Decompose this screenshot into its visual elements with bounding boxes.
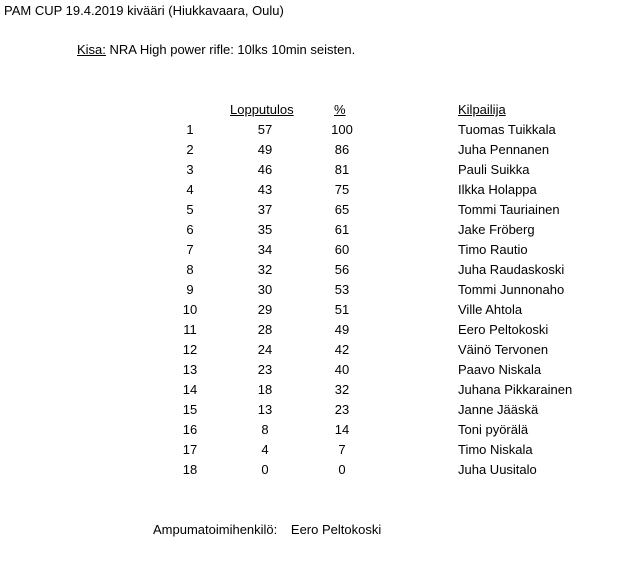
table-row <box>0 342 632 362</box>
rank-cell: 7 <box>186 242 194 257</box>
score-cell: 49 <box>257 142 273 157</box>
score-cell: 13 <box>257 402 273 417</box>
rank-cell: 6 <box>186 222 194 237</box>
table-row <box>0 182 632 202</box>
rank-cell: 13 <box>182 362 198 377</box>
header-score: Lopputulos <box>230 102 294 117</box>
rank-cell: 11 <box>183 322 197 337</box>
table-row <box>0 322 632 342</box>
table-row <box>0 302 632 322</box>
header-competitor: Kilpailija <box>458 102 506 117</box>
score-cell: 24 <box>257 342 273 357</box>
table-row <box>0 222 632 242</box>
competitor-cell: Juhana Pikkarainen <box>458 382 573 397</box>
results-table <box>0 122 632 482</box>
table-row <box>0 442 632 462</box>
table-row <box>0 142 632 162</box>
rank-cell: 5 <box>186 202 194 217</box>
table-row <box>0 122 632 142</box>
range-officer-label: Ampumatoimihenkilö: <box>153 522 278 537</box>
score-cell: 32 <box>257 262 273 277</box>
header-percent: % <box>334 102 346 117</box>
competitor-cell: Toni pyörälä <box>458 422 529 437</box>
percent-cell: 51 <box>334 302 350 317</box>
percent-cell: 65 <box>334 202 350 217</box>
competitor-cell: Tommi Tauriainen <box>458 202 560 217</box>
competitor-cell: Janne Jääskä <box>458 402 539 417</box>
percent-cell: 40 <box>334 362 350 377</box>
percent-cell: 53 <box>334 282 350 297</box>
event-value: NRA High power rifle: 10lks 10min seisten. <box>109 42 356 57</box>
percent-cell: 32 <box>334 382 350 397</box>
score-cell: 8 <box>261 422 269 437</box>
competitor-cell: Juha Raudaskoski <box>458 262 565 277</box>
rank-cell: 17 <box>182 442 198 457</box>
competitor-cell: Tommi Junnonaho <box>458 282 565 297</box>
percent-cell: 86 <box>334 142 350 157</box>
competitor-cell: Väinö Tervonen <box>458 342 549 357</box>
score-cell: 57 <box>257 122 273 137</box>
range-officer <box>153 522 381 538</box>
score-cell: 29 <box>257 302 273 317</box>
score-cell: 18 <box>257 382 273 397</box>
score-cell: 30 <box>257 282 273 297</box>
rank-cell: 8 <box>186 262 194 277</box>
score-cell: 37 <box>257 202 273 217</box>
table-row <box>0 382 632 402</box>
percent-cell: 14 <box>334 422 350 437</box>
table-row <box>0 162 632 182</box>
score-cell: 4 <box>261 442 269 457</box>
percent-cell: 60 <box>334 242 350 257</box>
percent-cell: 75 <box>334 182 350 197</box>
percent-cell: 49 <box>334 322 350 337</box>
rank-cell: 9 <box>186 282 194 297</box>
table-row <box>0 402 632 422</box>
percent-cell: 42 <box>334 342 350 357</box>
percent-cell: 7 <box>338 442 346 457</box>
table-row <box>0 282 632 302</box>
rank-cell: 16 <box>182 422 198 437</box>
table-row <box>0 362 632 382</box>
rank-cell: 4 <box>186 182 194 197</box>
competitor-cell: Pauli Suikka <box>458 162 530 177</box>
table-row <box>0 202 632 222</box>
competitor-cell: Jake Fröberg <box>458 222 535 237</box>
percent-cell: 0 <box>338 462 346 477</box>
competitor-cell: Eero Peltokoski <box>458 322 549 337</box>
table-row <box>0 262 632 282</box>
score-cell: 46 <box>257 162 273 177</box>
rank-cell: 18 <box>182 462 198 477</box>
competitor-cell: Juha Uusitalo <box>458 462 537 477</box>
score-cell: 43 <box>257 182 273 197</box>
score-cell: 35 <box>257 222 273 237</box>
rank-cell: 10 <box>182 302 198 317</box>
score-cell: 34 <box>257 242 273 257</box>
competitor-cell: Tuomas Tuikkala <box>458 122 556 137</box>
rank-cell: 1 <box>186 122 194 137</box>
event-line <box>77 42 355 58</box>
competitor-cell: Ilkka Holappa <box>458 182 537 197</box>
percent-cell: 56 <box>334 262 350 277</box>
range-officer-name: Eero Peltokoski <box>290 522 382 537</box>
percent-cell: 81 <box>334 162 350 177</box>
score-cell: 28 <box>257 322 273 337</box>
event-label: Kisa: <box>77 42 106 57</box>
table-row <box>0 422 632 442</box>
competitor-cell: Paavo Niskala <box>458 362 542 377</box>
rank-cell: 15 <box>182 402 198 417</box>
page-title: PAM CUP 19.4.2019 kivääri (Hiukkavaara, Oulu) <box>4 3 284 18</box>
rank-cell: 2 <box>186 142 194 157</box>
percent-cell: 100 <box>331 122 353 137</box>
competitor-cell: Juha Pennanen <box>458 142 550 157</box>
table-row <box>0 242 632 262</box>
score-cell: 0 <box>261 462 269 477</box>
percent-cell: 61 <box>334 222 350 237</box>
score-cell: 23 <box>257 362 273 377</box>
competitor-cell: Timo Niskala <box>458 442 533 457</box>
percent-cell: 23 <box>334 402 350 417</box>
rank-cell: 12 <box>182 342 198 357</box>
competitor-cell: Ville Ahtola <box>458 302 523 317</box>
table-row <box>0 462 632 482</box>
competitor-cell: Timo Rautio <box>458 242 528 257</box>
rank-cell: 14 <box>182 382 198 397</box>
rank-cell: 3 <box>186 162 194 177</box>
